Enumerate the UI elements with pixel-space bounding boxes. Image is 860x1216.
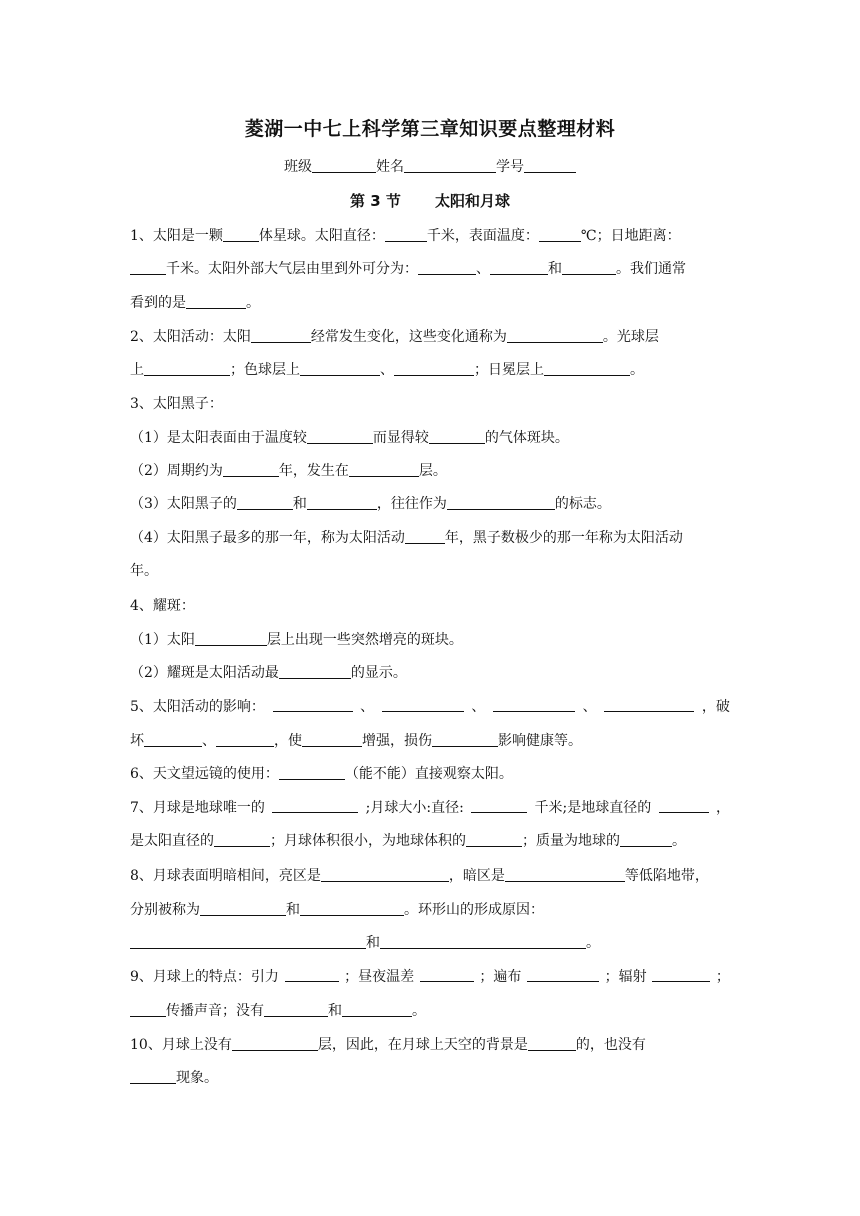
blank[interactable] xyxy=(385,227,427,242)
question-5-line-1: 5、太阳活动的影响： 、 、 、 ，破 xyxy=(130,699,730,715)
question-3-item-3: （3）太阳黑子的 和 ，往往作为 的标志。 xyxy=(130,496,611,512)
question-3-heading: 3、太阳黑子： xyxy=(130,396,223,412)
question-4-heading: 4、耀斑： xyxy=(130,598,195,614)
question-6-line: 6、天文望远镜的使用： （能不能）直接观察太阳。 xyxy=(130,766,513,782)
student-id-field[interactable] xyxy=(524,158,576,173)
question-7-line-1: 7、月球是地球唯一的 ;月球大小:直径: 千米;是地球直径的 ， xyxy=(130,800,730,816)
blank[interactable] xyxy=(507,328,603,343)
blank[interactable] xyxy=(279,664,351,679)
blank[interactable] xyxy=(380,934,586,949)
blank[interactable] xyxy=(279,765,345,780)
class-field[interactable] xyxy=(312,158,376,173)
question-8-line-2: 分别被称为 和 。环形山的形成原因： xyxy=(130,902,544,918)
blank[interactable] xyxy=(544,361,630,376)
question-3-item-4-cont: 年。 xyxy=(130,563,158,579)
blank[interactable] xyxy=(144,732,202,747)
question-10-line-2: 现象。 xyxy=(130,1068,730,1088)
section-name: 太阳和月球 xyxy=(434,192,510,210)
blank[interactable] xyxy=(251,328,311,343)
blank[interactable] xyxy=(620,832,672,847)
question-8-line-3: 和 。 xyxy=(130,933,730,953)
blank[interactable] xyxy=(528,1036,576,1051)
name-field[interactable] xyxy=(404,158,496,173)
blank[interactable] xyxy=(604,697,694,712)
blank[interactable] xyxy=(300,361,380,376)
blank[interactable] xyxy=(214,832,270,847)
name-label: 姓名 xyxy=(376,159,404,175)
question-10-line-1: 10、月球上没有 层，因此，在月球上天空的背景是 的，也没有 xyxy=(130,1037,646,1053)
blank[interactable] xyxy=(429,429,485,444)
section-heading xyxy=(0,190,860,211)
blank[interactable] xyxy=(285,967,339,982)
question-5-line-2: 坏 、 ，使 增强，损伤 影响健康等。 xyxy=(130,733,582,749)
blank[interactable] xyxy=(405,529,445,544)
blank[interactable] xyxy=(418,260,476,275)
question-4-item-1: （1）太阳 层上出现一些突然增亮的斑块。 xyxy=(130,632,463,648)
blank[interactable] xyxy=(237,495,293,510)
question-7-line-2: 是太阳直径的 ；月球体积很小，为地球体积的 ；质量为地球的 。 xyxy=(130,833,686,849)
blank[interactable] xyxy=(232,1036,318,1051)
class-label: 班级 xyxy=(284,159,312,175)
question-2-line-2: 上 ；色球层上 、 ；日冕层上 。 xyxy=(130,362,644,378)
question-1-line-3: 看到的是 。 xyxy=(130,295,260,311)
blank[interactable] xyxy=(307,429,373,444)
blank[interactable] xyxy=(302,732,362,747)
blank[interactable] xyxy=(420,967,474,982)
blank[interactable] xyxy=(300,901,404,916)
blank[interactable] xyxy=(342,1002,412,1017)
question-3-item-2: （2）周期约为 年，发生在 层。 xyxy=(130,463,447,479)
question-2-line-1: 2、太阳活动：太阳 经常发生变化，这些变化通称为 。光球层 xyxy=(130,329,659,345)
blank[interactable] xyxy=(144,361,230,376)
blank[interactable] xyxy=(272,798,358,813)
blank[interactable] xyxy=(659,798,709,813)
blank[interactable] xyxy=(490,260,548,275)
blank[interactable] xyxy=(394,361,474,376)
question-1-line-2: 千米。太阳外部大气层由里到外可分为： 、 和 。我们通常 xyxy=(130,259,730,279)
blank[interactable] xyxy=(527,967,599,982)
blank[interactable] xyxy=(652,967,710,982)
blank[interactable] xyxy=(273,697,353,712)
student-info-line xyxy=(0,156,860,176)
blank[interactable] xyxy=(186,294,246,309)
blank[interactable] xyxy=(432,732,498,747)
section-number: 第 3 节 xyxy=(350,192,401,210)
blank[interactable] xyxy=(493,697,575,712)
question-3-item-1: （1）是太阳表面由于温度较 而显得较 的气体斑块。 xyxy=(130,430,569,446)
id-label: 学号 xyxy=(496,159,524,175)
question-4-item-2: （2）耀斑是太阳活动最 的显示。 xyxy=(130,665,407,681)
blank[interactable] xyxy=(447,495,555,510)
blank[interactable] xyxy=(307,495,377,510)
blank[interactable] xyxy=(562,260,616,275)
blank[interactable] xyxy=(223,462,279,477)
blank[interactable] xyxy=(264,1002,328,1017)
question-1-line-1: 1、太阳是一颗 体星球。太阳直径： 千米，表面温度： ℃；日地距离： xyxy=(130,228,681,244)
page-title: 菱湖一中七上科学第三章知识要点整理材料 xyxy=(244,118,616,140)
blank[interactable] xyxy=(466,832,522,847)
question-9-line-2: 传播声音；没有 和 。 xyxy=(130,1001,730,1021)
question-9-line-1: 9、月球上的特点：引力 ；昼夜温差 ；遍布 ；辐射 ； xyxy=(130,969,730,985)
question-8-line-1: 8、月球表面明暗相间，亮区是 ，暗区是 等低陷地带， xyxy=(130,868,709,884)
blank[interactable] xyxy=(223,227,259,242)
blank[interactable] xyxy=(505,867,625,882)
blank[interactable] xyxy=(216,732,274,747)
blank[interactable] xyxy=(539,227,581,242)
blank[interactable] xyxy=(382,697,464,712)
blank[interactable] xyxy=(130,1069,176,1084)
blank[interactable] xyxy=(130,934,366,949)
blank[interactable] xyxy=(321,867,449,882)
blank[interactable] xyxy=(130,1002,166,1017)
question-3-item-4: （4）太阳黑子最多的那一年，称为太阳活动 年，黑子数极少的那一年称为太阳活动 xyxy=(130,530,683,546)
blank[interactable] xyxy=(349,462,419,477)
blank[interactable] xyxy=(200,901,286,916)
blank[interactable] xyxy=(195,631,267,646)
blank[interactable] xyxy=(130,260,166,275)
blank[interactable] xyxy=(471,798,527,813)
